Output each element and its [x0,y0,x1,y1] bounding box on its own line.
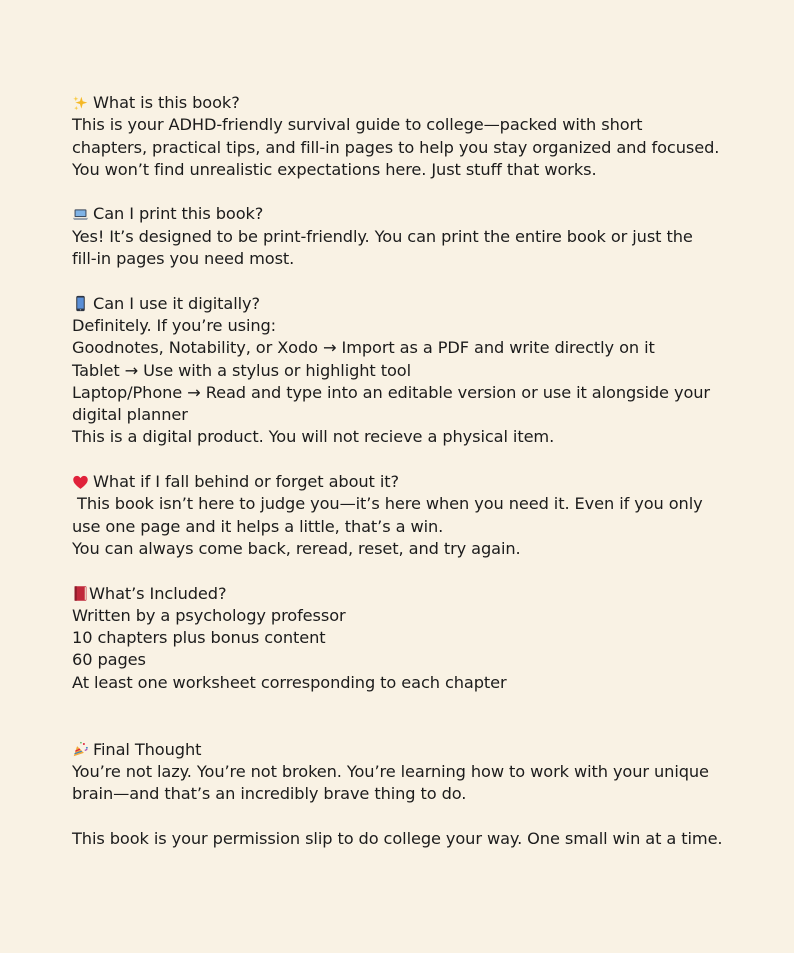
section-heading-text: What is this book? [93,93,240,112]
paragraph-line: Laptop/Phone → Read and type into an editable version or use it alongside your [72,382,710,402]
paragraph-line: Definitely. If you’re using: [72,315,277,335]
section-heading-what [72,92,722,114]
red-heart-icon [72,474,89,491]
paragraph-line: fill-in pages you need most. [72,249,295,269]
section-heading-behind [72,471,722,493]
paragraph-line: You won’t find unrealistic expectations here. Just stuff that works. [72,159,597,179]
paragraph-line: Yes! It’s designed to be print-friendly. You can print the entire book or just the [72,226,693,246]
list-item: 10 chapters plus bonus content [72,628,326,648]
laptop-icon [72,206,89,223]
sparkles-icon [72,95,89,112]
paragraph-line: You can always come back, reread, reset, and try again. [72,538,521,558]
party-popper-icon [72,741,89,758]
paragraph-line: digital planner [72,405,188,425]
spacer [72,560,722,582]
red-book-icon [72,585,89,602]
section-heading-text: Final Thought [93,739,202,759]
list-item: At least one worksheet corresponding to each chapter [72,672,507,692]
list-item: 60 pages [72,650,146,670]
paragraph-line: This book isn’t here to judge you—it’s here when you need it. Even if you only [72,494,703,514]
spacer [72,694,722,739]
paragraph-line: This is your ADHD-friendly survival guide to college—packed with short [72,115,643,135]
section-heading-text: What’s Included? [89,583,227,603]
mobile-phone-icon [72,295,89,312]
section-heading-digital [72,293,722,315]
paragraph-line: brain—and that’s an incredibly brave thing to do. [72,784,467,804]
spacer [72,449,722,471]
spacer [72,270,722,292]
document-body [72,92,722,850]
paragraph-line: This book is your permission slip to do college your way. One small win at a time. [72,828,723,848]
section-heading-text: What if I fall behind or forget about it? [93,472,399,492]
list-item: Written by a psychology professor [72,605,346,625]
paragraph-line: Tablet → Use with a stylus or highlight tool [72,360,411,380]
paragraph-line: chapters, practical tips, and fill-in pages to help you stay organized and focused. [72,137,720,157]
paragraph-line: use one page and it helps a little, that’s a win. [72,516,444,536]
paragraph-line: This is a digital product. You will not recieve a physical item. [72,427,555,447]
paragraph-line: Goodnotes, Notability, or Xodo → Import as a PDF and write directly on it [72,338,655,358]
section-heading-text: Can I print this book? [93,204,264,224]
spacer [72,181,722,203]
section-heading-final [72,739,722,761]
section-heading-print [72,203,722,225]
paragraph-line [72,806,722,828]
section-heading-text: Can I use it digitally? [93,293,261,313]
paragraph-line: You’re not lazy. You’re not broken. You’re learning how to work with your unique [72,761,709,781]
section-heading-included [72,583,722,605]
